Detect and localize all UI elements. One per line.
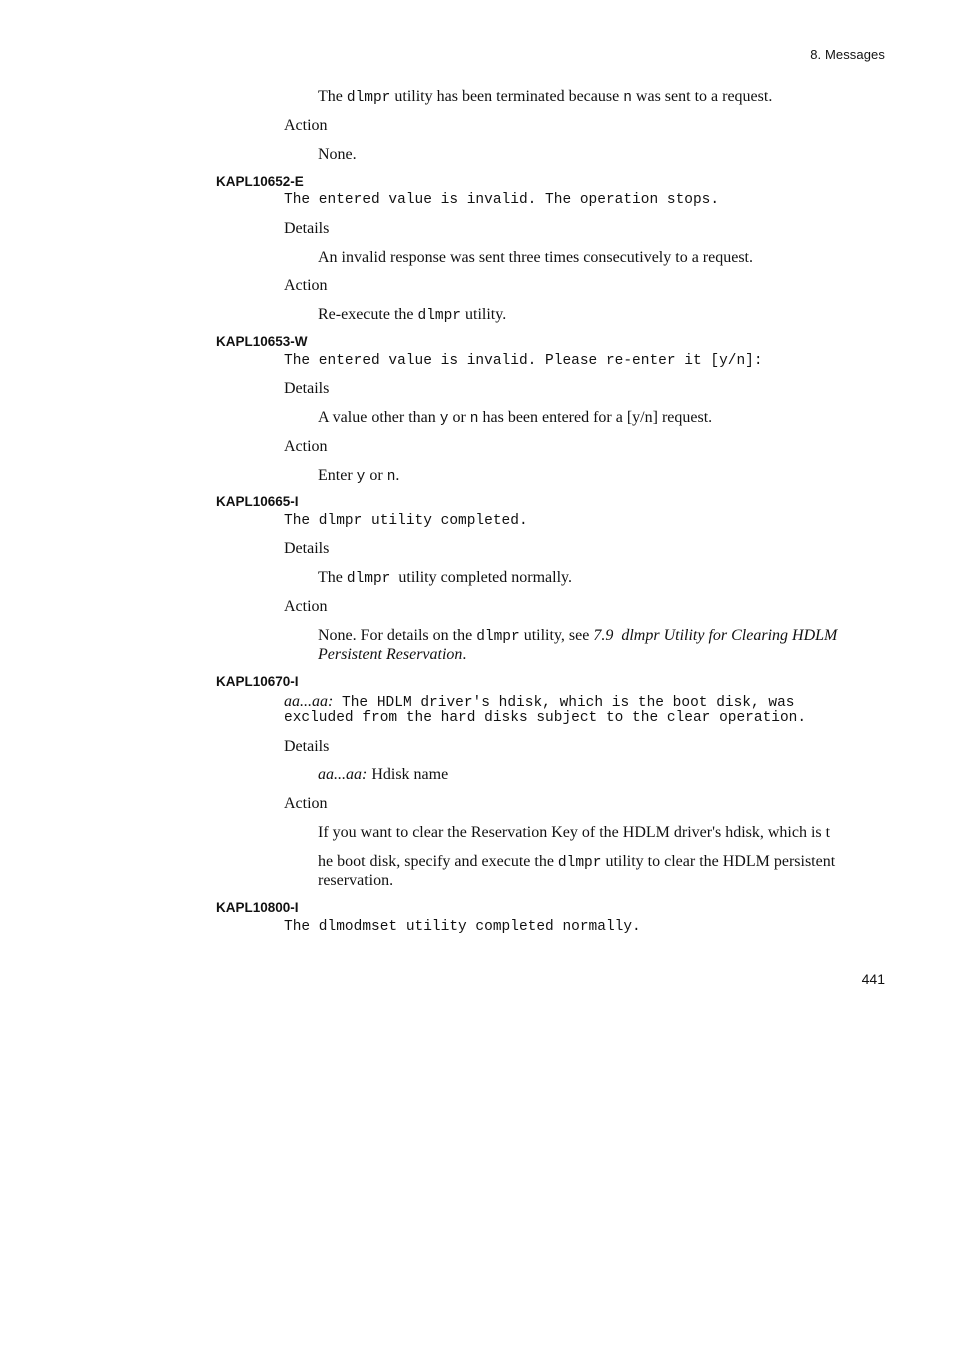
action-label: Action (284, 438, 328, 455)
code-term: n (469, 411, 479, 427)
details-text (318, 765, 898, 784)
code-term: n (623, 90, 632, 106)
text-fragment: . (462, 646, 467, 663)
message-id: KAPL10652-E (216, 174, 304, 189)
action-text (318, 626, 898, 647)
text-fragment: utility has been terminated because (390, 88, 624, 105)
action-label: Action (284, 277, 328, 294)
action-text-cont (318, 645, 898, 664)
message-text: The dlmpr utility completed. (284, 513, 528, 529)
text-fragment: utility, see (519, 627, 594, 644)
message-text: The entered value is invalid. The operation stops. (284, 192, 720, 208)
text-fragment: None. For details on the (318, 627, 477, 644)
action-text-cont (318, 852, 898, 873)
text-fragment: Enter (318, 467, 357, 484)
details-label: Details (284, 738, 330, 755)
action-text: None. (318, 146, 357, 163)
text-fragment: The (318, 569, 347, 586)
variable-term: aa...aa: (318, 766, 368, 783)
running-header: 8. Messages (810, 47, 885, 62)
action-text (318, 305, 898, 326)
text-fragment: or (365, 467, 387, 484)
details-text (318, 568, 898, 589)
code-term: dlmpr (476, 629, 520, 645)
variable-term: aa...aa: (284, 693, 334, 710)
code-term: dlmpr (557, 855, 602, 871)
text-fragment: utility completed normally. (390, 569, 572, 586)
details-label: Details (284, 540, 330, 557)
details-text (318, 408, 898, 429)
continuation-text (318, 87, 898, 108)
message-text: The entered value is invalid. Please re-enter it [y/n]: (284, 353, 763, 369)
action-label: Action (284, 117, 328, 134)
message-id: KAPL10653-W (216, 334, 308, 349)
cross-reference-link[interactable]: Persistent Reservation (318, 646, 463, 663)
text-fragment: utility. (461, 306, 507, 323)
code-term: dlmpr (417, 308, 462, 324)
message-text: The dlmodmset utility completed normally. (284, 919, 641, 935)
code-term: y (356, 469, 366, 485)
action-label: Action (284, 598, 328, 615)
text-fragment: was sent to a request. (631, 88, 773, 105)
text-fragment: The (318, 88, 347, 105)
message-id: KAPL10800-I (216, 900, 299, 915)
cross-reference-link[interactable]: 7.9 dlmpr Utility for Clearing HDLM (593, 627, 838, 644)
page-number: 441 (861, 971, 885, 987)
text-fragment: The HDLM driver's hdisk, which is the boot disk, was (333, 695, 795, 711)
action-label: Action (284, 795, 328, 812)
details-label: Details (284, 380, 330, 397)
text-fragment: Re-execute the (318, 306, 418, 323)
text-fragment: . (395, 467, 400, 484)
message-text-cont: excluded from the hard disks subject to the clear operation. (284, 710, 807, 726)
text-fragment: has been entered for a [y/n] request. (478, 409, 713, 426)
details-text: An invalid response was sent three times consecutively to a request. (318, 249, 753, 266)
code-term: dlmpr (346, 571, 391, 587)
text-fragment: he boot disk, specify and execute the (318, 853, 558, 870)
action-text-cont: reservation. (318, 872, 394, 889)
message-id: KAPL10665-I (216, 494, 299, 509)
text-fragment: Hdisk name (367, 766, 449, 783)
code-term: dlmpr (346, 90, 391, 106)
text-fragment: or (448, 409, 470, 426)
action-text (318, 466, 898, 487)
code-term: y (439, 411, 449, 427)
details-label: Details (284, 220, 330, 237)
message-id: KAPL10670-I (216, 674, 299, 689)
action-text: If you want to clear the Reservation Key of the HDLM driver's hdisk, which is t (318, 824, 831, 841)
code-term: n (386, 469, 396, 485)
text-fragment: utility to clear the HDLM persistent (601, 853, 836, 870)
text-fragment: A value other than (318, 409, 440, 426)
